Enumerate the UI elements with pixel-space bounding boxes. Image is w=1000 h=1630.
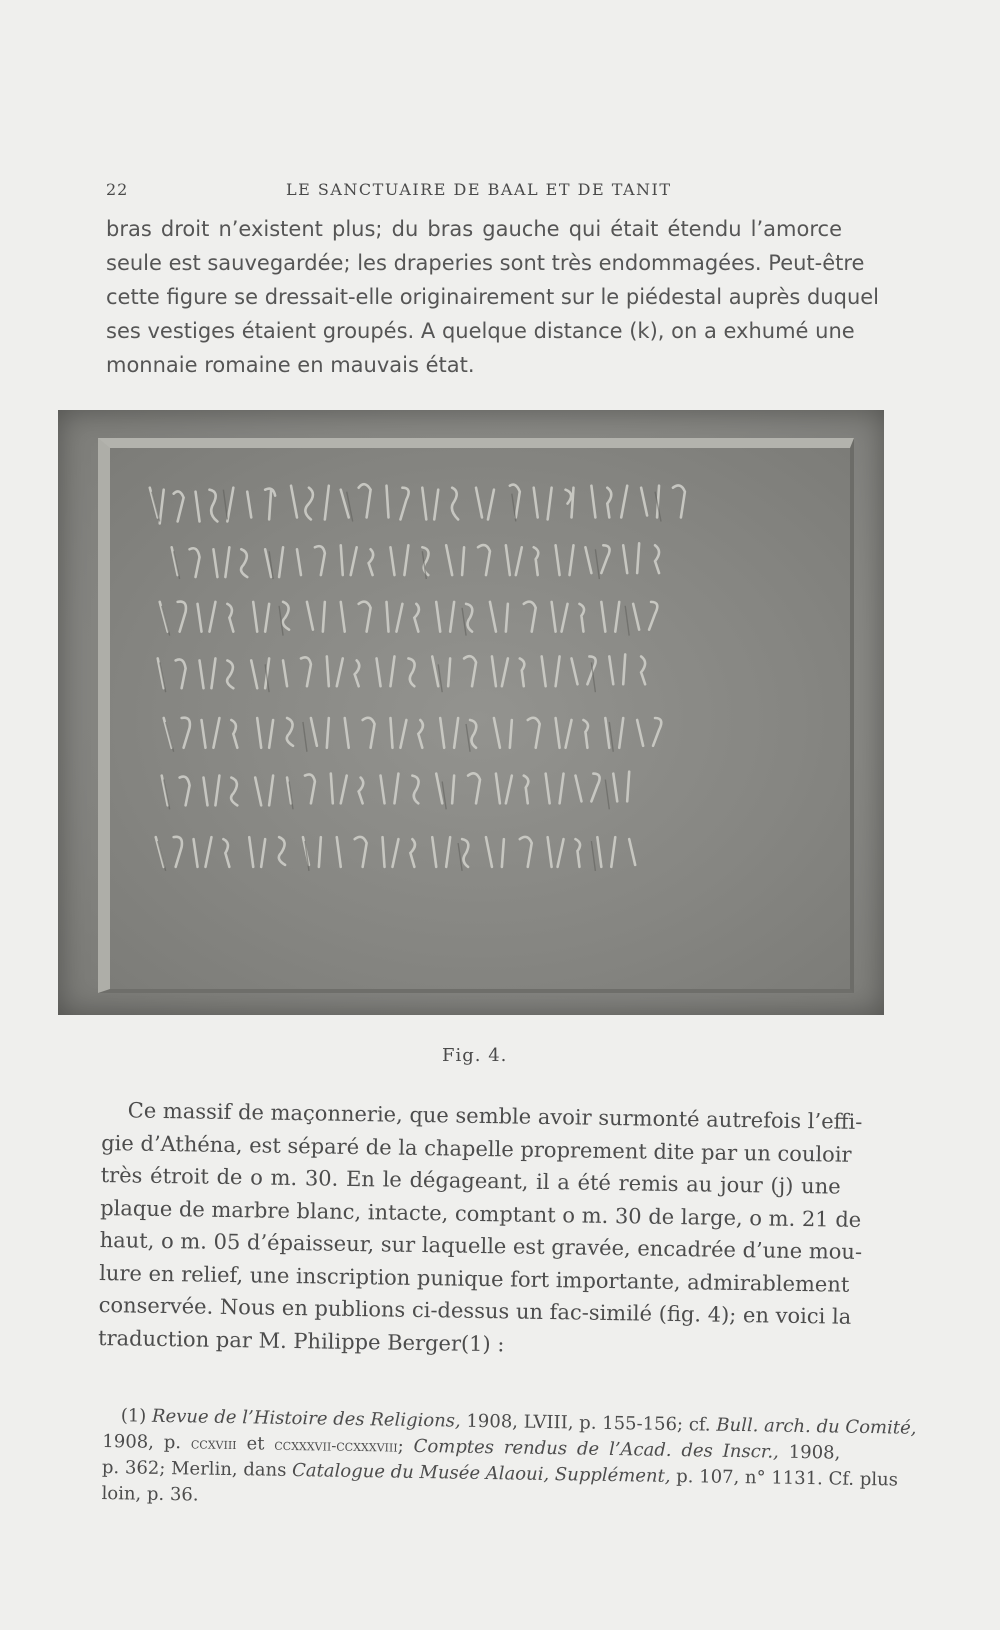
paragraph-line: gie d’Athéna, est séparé de la chapelle proprement dite par un couloir [101, 1130, 852, 1167]
paragraph-line: traduction par M. Philippe Berger(1) : [97, 1325, 505, 1356]
paragraph-line: plaque de marbre blanc, intacte, comptant o m. 30 de large, o m. 21 de [100, 1195, 862, 1232]
paragraph-line: bras droit n’existent plus; du bras gauche qui était étendu l’amorce [106, 217, 842, 241]
paragraph-line: seule est sauvegardée; les draperies sont très endommagées. Peut-être [106, 251, 865, 275]
footnote-ref-title: Comptes rendus de l’Acad. des Inscr., [413, 1435, 780, 1463]
page-number: 22 [106, 180, 129, 199]
footnote-ref-title: Revue de l’Histoire des Religions, [151, 1405, 461, 1432]
paragraph-line: Ce massif de maçonnerie, que semble avoir surmonté autrefois l’effi- [127, 1098, 863, 1134]
paragraph-1 [106, 212, 880, 382]
paragraph-line: monnaie romaine en mauvais état. [106, 353, 475, 377]
footnote-text: et [236, 1433, 275, 1455]
punic-inscription-glyphs [110, 448, 850, 989]
footnote [101, 1403, 917, 1519]
footnote-text: 1908, [778, 1441, 841, 1464]
figure-caption: Fig. 4. [442, 1045, 508, 1066]
footnote-marker: (1) [120, 1405, 153, 1427]
footnote-text: p. 362; Merlin, dans [101, 1456, 293, 1481]
inscription-photo [58, 410, 884, 1015]
paragraph-line: cette figure se dressait-elle originairement sur le piédestal auprès duquel [106, 285, 880, 309]
footnote-roman-pages: ccxviii [190, 1434, 237, 1454]
footnote-text: 1908, p. [102, 1430, 192, 1454]
paragraph-line: très étroit de o m. 30. En le dégageant, il a été remis au jour (j) une [100, 1162, 841, 1199]
footnote-ref-title: Catalogue du Musée Alaoui, Supplément, [291, 1459, 671, 1487]
paragraph-2 [97, 1094, 863, 1366]
footnote-line: loin, p. 36. [101, 1482, 199, 1506]
page-header [106, 180, 842, 202]
paragraph-line: ses vestiges étaient groupés. A quelque distance (k), on a exhumé une [106, 319, 855, 343]
paragraph-line: conservée. Nous en publions ci-dessus un fac-similé (fig. 4); en voici la [98, 1292, 852, 1329]
paragraph-line: lure en relief, une inscription punique fort importante, admirablement [99, 1260, 850, 1297]
paragraph-line: haut, o m. 05 d’épaisseur, sur laquelle est gravée, encadrée d’une mou- [99, 1227, 863, 1264]
footnote-text: ; [397, 1435, 414, 1457]
footnote-ref-title: Bull. arch. du Comité, [716, 1414, 917, 1439]
footnote-text: 1908, LVIII, p. 155-156; cf. [460, 1410, 717, 1436]
running-title: LE SANCTUAIRE DE BAAL ET DE TANIT [286, 180, 672, 199]
inscription-frame [98, 438, 854, 993]
footnote-roman-pages: ccxxxvii-ccxxxviii [274, 1435, 398, 1456]
footnote-text: p. 107, n° 1131. Cf. plus [670, 1465, 899, 1491]
